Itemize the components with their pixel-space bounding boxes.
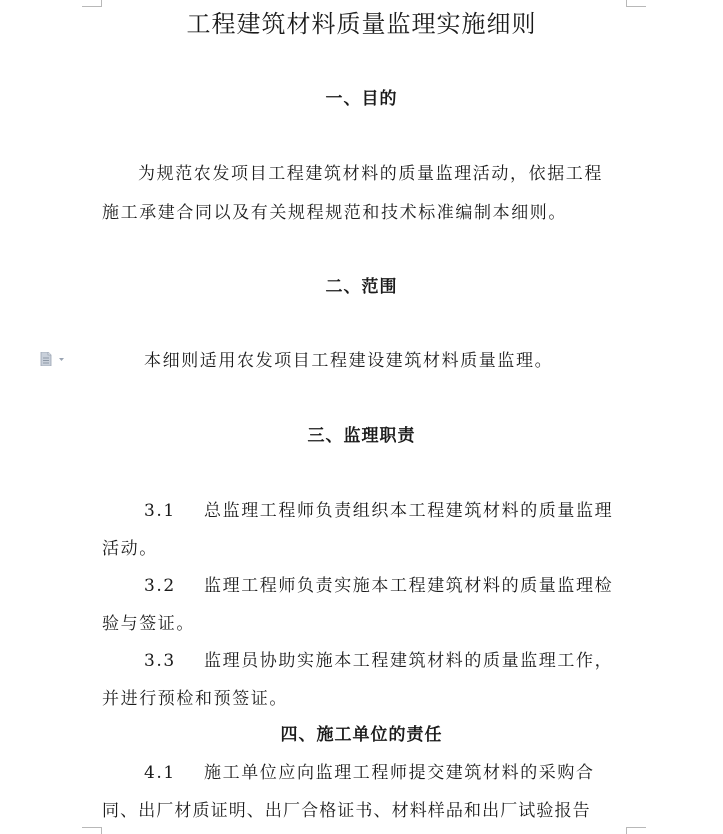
crop-mark	[626, 827, 627, 834]
paragraph-line: 本细则适用农发项目工程建设建筑材料质量监理。	[144, 351, 554, 371]
paragraph-line: 施工承建合同以及有关规程规范和技术标准编制本细则。	[102, 203, 567, 223]
section-heading: 三、监理职责	[307, 426, 416, 446]
item-number: 3.2	[144, 576, 176, 596]
crop-mark	[101, 827, 102, 834]
section-heading: 一、目的	[325, 89, 398, 109]
list-item-continuation: 验与签证。	[102, 614, 195, 634]
list-item: 3.1 总监理工程师负责组织本工程建筑材料的质量监理	[102, 498, 626, 524]
list-item: 4.1 施工单位应向监理工程师提交建筑材料的采购合	[102, 760, 626, 786]
paragraph-line: 为规范农发项目工程建筑材料的质量监理活动，依据工程	[138, 164, 603, 184]
section-heading: 四、施工单位的责任	[280, 725, 443, 745]
document-title: 工程建筑材料质量监理实施细则	[186, 10, 537, 38]
list-item: 3.3 监理员协助实施本工程建筑材料的质量监理工作，	[102, 648, 626, 674]
crop-mark	[82, 827, 102, 828]
section-heading: 二、范围	[325, 277, 398, 297]
crop-mark	[626, 827, 646, 828]
item-number: 3.1	[144, 501, 176, 521]
item-number: 4.1	[144, 763, 176, 783]
list-item: 3.2 监理工程师负责实施本工程建筑材料的质量监理检	[102, 573, 626, 599]
list-item-continuation: 活动。	[102, 539, 158, 559]
document-icon[interactable]	[40, 352, 66, 366]
list-item-continuation: 同、出厂材质证明、出厂合格证书、材料样品和出厂试验报告	[102, 801, 591, 821]
item-number: 3.3	[144, 651, 176, 671]
list-item-continuation: 并进行预检和预签证。	[102, 689, 288, 709]
